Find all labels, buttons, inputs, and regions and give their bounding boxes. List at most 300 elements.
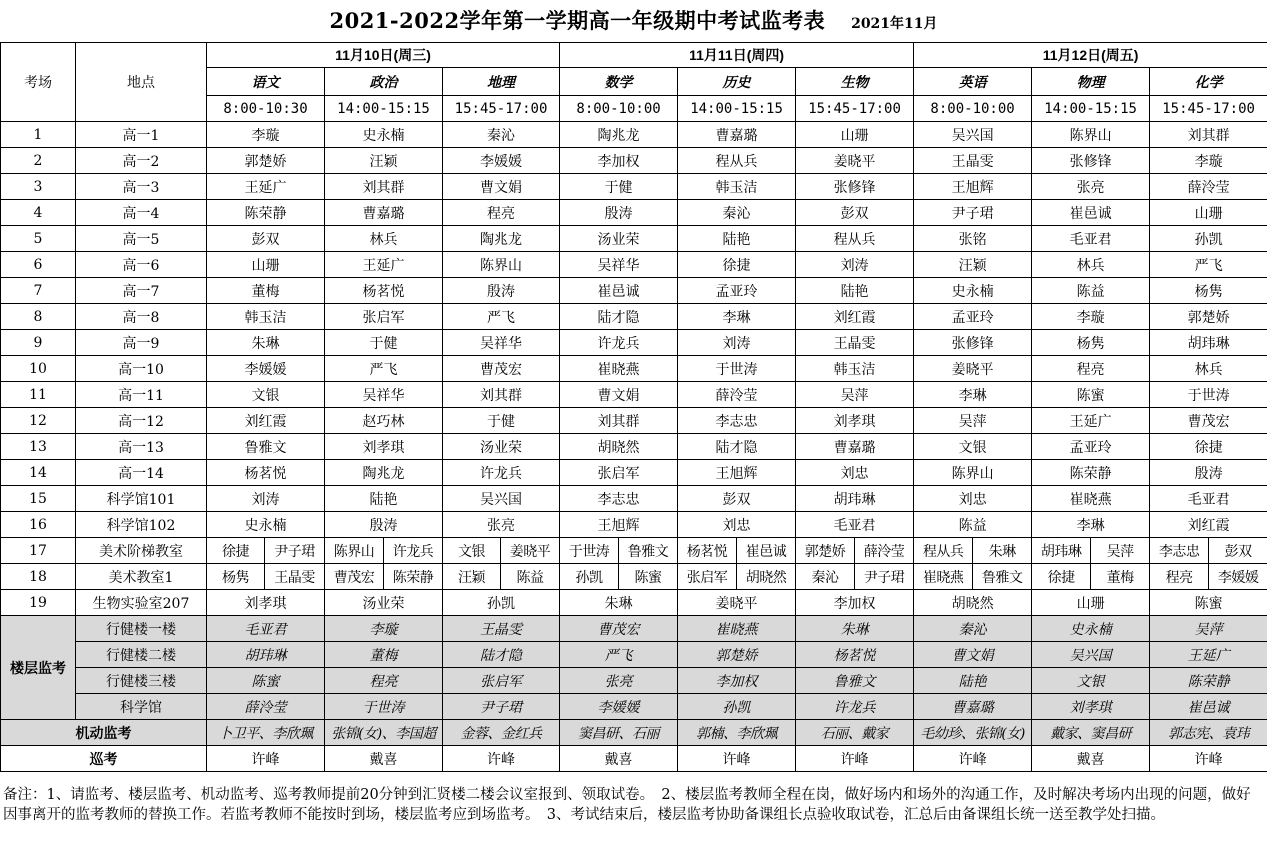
proctor-name: 胡玮琳 [1150, 330, 1267, 356]
room-number: 14 [1, 460, 76, 486]
proctor-name: 崔邑诚 [737, 538, 796, 564]
proctor-name: 毛亚君 [796, 512, 914, 538]
proctor-name: 朱琳 [560, 590, 678, 616]
subject-header: 政治 [325, 68, 443, 96]
patrol-name: 许峰 [1150, 746, 1267, 772]
room-number: 15 [1, 486, 76, 512]
proctor-name: 刘涛 [796, 252, 914, 278]
proctor-name: 陈荣静 [207, 200, 325, 226]
subject-header: 语文 [207, 68, 325, 96]
proctor-name: 程亮 [1150, 564, 1209, 590]
proctor-name: 殷涛 [1150, 460, 1267, 486]
exam-location: 高一12 [76, 408, 207, 434]
proctor-name: 刘红霞 [796, 304, 914, 330]
proctor-name: 陆艳 [796, 278, 914, 304]
floor-monitor-name: 许龙兵 [796, 694, 914, 720]
proctor-name: 曹茂宏 [443, 356, 560, 382]
proctor-name: 张修锋 [1032, 148, 1150, 174]
room-number: 17 [1, 538, 76, 564]
proctor-name: 毛亚君 [1150, 486, 1267, 512]
exam-location: 科学馆102 [76, 512, 207, 538]
proctor-name: 孟亚玲 [678, 278, 796, 304]
proctor-name: 尹子珺 [855, 564, 914, 590]
proctor-name: 胡晓然 [914, 590, 1032, 616]
floor-monitor-name: 张亮 [560, 668, 678, 694]
floor-row [1, 694, 1267, 720]
floor-monitor-name: 李加权 [678, 668, 796, 694]
proctor-name: 陈界山 [443, 252, 560, 278]
floor-location: 行健楼三楼 [76, 668, 207, 694]
table-row [1, 434, 1267, 460]
mobile-monitor-names: 戴家、窦昌研 [1032, 720, 1150, 746]
proctor-name: 刘其群 [1150, 122, 1267, 148]
mobile-monitor-names: 张锦(女)、李国超 [325, 720, 443, 746]
proctor-name: 陆艳 [325, 486, 443, 512]
proctor-name: 于健 [443, 408, 560, 434]
proctor-name: 张铭 [914, 226, 1032, 252]
proctor-name: 杨隽 [1032, 330, 1150, 356]
room-number: 8 [1, 304, 76, 330]
proctor-name: 董梅 [207, 278, 325, 304]
mobile-monitor-label: 机动监考 [1, 720, 207, 746]
time-header: 8:00-10:00 [560, 96, 678, 122]
proctor-name: 刘涛 [678, 330, 796, 356]
proctor-name: 刘孝琪 [796, 408, 914, 434]
table-row [1, 304, 1267, 330]
proctor-name: 许龙兵 [443, 460, 560, 486]
subject-header: 生物 [796, 68, 914, 96]
proctor-name: 徐捷 [207, 538, 265, 564]
proctor-name: 秦沁 [678, 200, 796, 226]
floor-monitor-name: 孙凯 [678, 694, 796, 720]
proctor-name: 尹子珺 [265, 538, 325, 564]
proctor-name: 王旭辉 [678, 460, 796, 486]
proctor-name: 程从兵 [914, 538, 973, 564]
proctor-name: 张修锋 [914, 330, 1032, 356]
proctor-name: 陈界山 [1032, 122, 1150, 148]
proctor-name: 吴祥华 [443, 330, 560, 356]
proctor-name: 王晶雯 [265, 564, 325, 590]
proctor-name: 孙凯 [1150, 226, 1267, 252]
room-number: 7 [1, 278, 76, 304]
proctor-name: 山珊 [207, 252, 325, 278]
exam-location: 高一2 [76, 148, 207, 174]
proctor-name: 刘红霞 [1150, 512, 1267, 538]
proctor-name: 陶兆龙 [325, 460, 443, 486]
proctor-name: 李加权 [560, 148, 678, 174]
proctor-name: 彭双 [1209, 538, 1267, 564]
subject-header: 数学 [560, 68, 678, 96]
proctor-name: 文银 [914, 434, 1032, 460]
proctor-name: 李媛媛 [1209, 564, 1267, 590]
proctor-name: 刘孝琪 [325, 434, 443, 460]
floor-monitor-name: 吴萍 [1150, 616, 1267, 642]
exam-location: 生物实验室207 [76, 590, 207, 616]
proctor-name: 程亮 [1032, 356, 1150, 382]
floor-row [1, 642, 1267, 668]
floor-monitor-name: 朱琳 [796, 616, 914, 642]
header-date-row [1, 43, 1267, 68]
exam-location: 美术阶梯教室 [76, 538, 207, 564]
proctor-name: 徐捷 [678, 252, 796, 278]
proctor-name: 赵巧林 [325, 408, 443, 434]
proctor-name: 彭双 [678, 486, 796, 512]
proctor-name: 严飞 [443, 304, 560, 330]
proctor-name: 程从兵 [678, 148, 796, 174]
proctor-name: 史永楠 [914, 278, 1032, 304]
table-row [1, 408, 1267, 434]
table-row [1, 564, 1267, 590]
proctor-name: 李志忠 [678, 408, 796, 434]
proctor-name: 陈界山 [914, 460, 1032, 486]
proctor-name: 姜晓平 [501, 538, 560, 564]
proctor-name: 刘其群 [443, 382, 560, 408]
room-number: 11 [1, 382, 76, 408]
proctor-name: 李志忠 [560, 486, 678, 512]
time-header: 8:00-10:30 [207, 96, 325, 122]
proctor-name: 杨隽 [207, 564, 265, 590]
proctor-name: 胡玮琳 [1032, 538, 1091, 564]
proctor-name: 王延广 [207, 174, 325, 200]
proctor-name: 王晶雯 [796, 330, 914, 356]
room-number: 12 [1, 408, 76, 434]
floor-monitor-name: 秦沁 [914, 616, 1032, 642]
floor-monitor-name: 杨茗悦 [796, 642, 914, 668]
exam-location: 高一7 [76, 278, 207, 304]
proctor-name: 山珊 [1032, 590, 1150, 616]
table-row [1, 460, 1267, 486]
room-number: 19 [1, 590, 76, 616]
proctor-name: 孟亚玲 [914, 304, 1032, 330]
remarks-note: 备注：1、请监考、楼层监考、机动监考、巡考教师提前20分钟到汇贤楼二楼会议室报到、领取试卷。 2、楼层监考教师全程在岗，做好场内和场外的沟通工作，及时解决考场内出现的问题，做好因事离开的监考教师的替换工作。若监考教师不能按时到场，楼层监考应到场监考。 3、考试结束后，楼层监考协助备课组长点验收取试卷，汇总后由备课组长统一送至教学处扫描。 [3, 787, 1251, 823]
proctor-name: 陈益 [501, 564, 560, 590]
proctor-name: 孙凯 [560, 564, 619, 590]
proctor-name: 朱琳 [973, 538, 1032, 564]
floor-monitor-name: 崔晓燕 [678, 616, 796, 642]
table-row [1, 122, 1267, 148]
proctor-name: 吴祥华 [325, 382, 443, 408]
floor-monitor-name: 曹文娟 [914, 642, 1032, 668]
table-row [1, 486, 1267, 512]
proctor-name: 刘忠 [678, 512, 796, 538]
floor-monitor-name: 董梅 [325, 642, 443, 668]
proctor-name: 张启军 [678, 564, 737, 590]
proctor-name: 曹文娟 [560, 382, 678, 408]
proctor-name: 姜晓平 [914, 356, 1032, 382]
patrol-name: 戴喜 [325, 746, 443, 772]
floor-monitor-name: 陈荣静 [1150, 668, 1267, 694]
proctor-name: 曹文娟 [443, 174, 560, 200]
proctor-name: 程亮 [443, 200, 560, 226]
proctor-name: 文银 [207, 382, 325, 408]
floor-monitor-name: 于世涛 [325, 694, 443, 720]
proctor-name: 尹子珺 [914, 200, 1032, 226]
proctor-name: 胡晓然 [560, 434, 678, 460]
exam-location: 高一10 [76, 356, 207, 382]
proctor-name: 胡玮琳 [796, 486, 914, 512]
proctor-name: 林兵 [325, 226, 443, 252]
proctor-name: 薛泠莹 [855, 538, 914, 564]
floor-location: 行健楼二楼 [76, 642, 207, 668]
table-row [1, 174, 1267, 200]
time-header: 15:45-17:00 [1150, 96, 1267, 122]
floor-monitor-name: 李璇 [325, 616, 443, 642]
proctor-name: 陶兆龙 [560, 122, 678, 148]
time-header: 8:00-10:00 [914, 96, 1032, 122]
floor-monitor-name: 刘孝琪 [1032, 694, 1150, 720]
room-header: 考场 [1, 43, 76, 122]
day-header: 11月11日(周四) [560, 43, 914, 68]
room-number: 3 [1, 174, 76, 200]
exam-schedule-table [0, 42, 1267, 772]
proctor-name: 陆艳 [678, 226, 796, 252]
floor-monitor-label: 楼层监考 [1, 616, 76, 720]
proctor-name: 王晶雯 [914, 148, 1032, 174]
proctor-name: 陈蜜 [1032, 382, 1150, 408]
proctor-name: 吴萍 [914, 408, 1032, 434]
floor-monitor-name: 严飞 [560, 642, 678, 668]
mobile-monitor-names: 石丽、戴家 [796, 720, 914, 746]
floor-monitor-name: 李媛媛 [560, 694, 678, 720]
patrol-name: 许峰 [914, 746, 1032, 772]
subject-header: 地理 [443, 68, 560, 96]
proctor-name: 崔晓燕 [914, 564, 973, 590]
floor-monitor-name: 薛泠莹 [207, 694, 325, 720]
floor-monitor-name: 鲁雅文 [796, 668, 914, 694]
proctor-name: 陈蜜 [619, 564, 678, 590]
proctor-name: 张启军 [560, 460, 678, 486]
proctor-name: 杨茗悦 [207, 460, 325, 486]
proctor-name: 陈蜜 [1150, 590, 1267, 616]
page-title [0, 0, 1267, 42]
proctor-name: 殷涛 [443, 278, 560, 304]
room-number: 6 [1, 252, 76, 278]
proctor-name: 郭楚娇 [796, 538, 855, 564]
proctor-name: 姜晓平 [678, 590, 796, 616]
proctor-name: 李璇 [1032, 304, 1150, 330]
table-row [1, 226, 1267, 252]
time-header: 14:00-15:15 [325, 96, 443, 122]
proctor-name: 许龙兵 [384, 538, 443, 564]
proctor-name: 韩玉洁 [678, 174, 796, 200]
proctor-name: 薛泠莹 [678, 382, 796, 408]
proctor-name: 鲁雅文 [973, 564, 1032, 590]
floor-monitor-name: 郭楚娇 [678, 642, 796, 668]
proctor-name: 陈益 [1032, 278, 1150, 304]
floor-monitor-name: 陆艳 [914, 668, 1032, 694]
room-number: 13 [1, 434, 76, 460]
proctor-name: 崔晓燕 [1032, 486, 1150, 512]
patrol-name: 许峰 [678, 746, 796, 772]
patrol-row [1, 746, 1267, 772]
floor-monitor-name: 崔邑诚 [1150, 694, 1267, 720]
proctor-name: 于世涛 [678, 356, 796, 382]
proctor-name: 鲁雅文 [619, 538, 678, 564]
proctor-name: 汤业荣 [443, 434, 560, 460]
table-row [1, 382, 1267, 408]
proctor-name: 于健 [325, 330, 443, 356]
mobile-monitor-names: 窦昌研、石丽 [560, 720, 678, 746]
title-text: 2021-2022学年第一学期高一年级期中考试监考表 [329, 8, 826, 33]
proctor-name: 李璇 [1150, 148, 1267, 174]
mobile-monitor-names: 郭楠、李欣珮 [678, 720, 796, 746]
proctor-name: 李琳 [678, 304, 796, 330]
mobile-monitor-names: 郭志宪、袁玮 [1150, 720, 1267, 746]
title-month: 2021年11月 [851, 16, 938, 32]
time-header: 14:00-15:15 [678, 96, 796, 122]
exam-location: 高一14 [76, 460, 207, 486]
proctor-name: 薛泠莹 [1150, 174, 1267, 200]
proctor-name: 李媛媛 [207, 356, 325, 382]
proctor-name: 陈益 [914, 512, 1032, 538]
proctor-name: 曹嘉璐 [796, 434, 914, 460]
proctor-name: 韩玉洁 [796, 356, 914, 382]
proctor-name: 刘其群 [560, 408, 678, 434]
proctor-name: 林兵 [1032, 252, 1150, 278]
proctor-name: 曹嘉璐 [678, 122, 796, 148]
proctor-name: 殷涛 [560, 200, 678, 226]
proctor-name: 汪颖 [325, 148, 443, 174]
proctor-name: 于世涛 [560, 538, 619, 564]
proctor-name: 李琳 [914, 382, 1032, 408]
proctor-name: 严飞 [325, 356, 443, 382]
proctor-name: 汪颖 [443, 564, 501, 590]
floor-monitor-name: 胡玮琳 [207, 642, 325, 668]
patrol-name: 许峰 [796, 746, 914, 772]
proctor-name: 张启军 [325, 304, 443, 330]
mobile-monitor-names: 卜卫平、李欣珮 [207, 720, 325, 746]
exam-location: 高一11 [76, 382, 207, 408]
room-number: 4 [1, 200, 76, 226]
exam-location: 高一1 [76, 122, 207, 148]
room-number: 2 [1, 148, 76, 174]
proctor-name: 吴祥华 [560, 252, 678, 278]
proctor-name: 胡晓然 [737, 564, 796, 590]
time-header: 14:00-15:15 [1032, 96, 1150, 122]
proctor-name: 彭双 [796, 200, 914, 226]
proctor-name: 鲁雅文 [207, 434, 325, 460]
floor-monitor-name: 王晶雯 [443, 616, 560, 642]
proctor-name: 王延广 [325, 252, 443, 278]
table-row [1, 252, 1267, 278]
room-number: 18 [1, 564, 76, 590]
proctor-name: 杨茗悦 [678, 538, 737, 564]
floor-monitor-name: 陆才隐 [443, 642, 560, 668]
proctor-name: 吴萍 [1091, 538, 1150, 564]
floor-monitor-name: 吴兴国 [1032, 642, 1150, 668]
proctor-name: 崔晓燕 [560, 356, 678, 382]
subject-header: 英语 [914, 68, 1032, 96]
floor-monitor-name: 毛亚君 [207, 616, 325, 642]
day-header: 11月12日(周五) [914, 43, 1267, 68]
floor-monitor-name: 尹子珺 [443, 694, 560, 720]
exam-location: 高一4 [76, 200, 207, 226]
floor-row [1, 616, 1267, 642]
proctor-name: 史永楠 [325, 122, 443, 148]
table-row [1, 590, 1267, 616]
place-header: 地点 [76, 43, 207, 122]
floor-monitor-name: 曹茂宏 [560, 616, 678, 642]
proctor-name: 刘孝琪 [207, 590, 325, 616]
proctor-name: 徐捷 [1150, 434, 1267, 460]
proctor-name: 王旭辉 [914, 174, 1032, 200]
proctor-name: 刘红霞 [207, 408, 325, 434]
proctor-name: 于世涛 [1150, 382, 1267, 408]
proctor-name: 陶兆龙 [443, 226, 560, 252]
proctor-name: 陆才隐 [560, 304, 678, 330]
patrol-label: 巡考 [1, 746, 207, 772]
proctor-name: 殷涛 [325, 512, 443, 538]
proctor-name: 吴兴国 [443, 486, 560, 512]
table-row [1, 356, 1267, 382]
exam-location: 美术教室1 [76, 564, 207, 590]
exam-location: 科学馆101 [76, 486, 207, 512]
proctor-name: 张修锋 [796, 174, 914, 200]
exam-location: 高一9 [76, 330, 207, 356]
subject-header: 化学 [1150, 68, 1267, 96]
proctor-name: 崔邑诚 [560, 278, 678, 304]
patrol-name: 许峰 [207, 746, 325, 772]
proctor-name: 文银 [443, 538, 501, 564]
floor-row [1, 668, 1267, 694]
proctor-name: 秦沁 [443, 122, 560, 148]
table-row [1, 512, 1267, 538]
table-row [1, 148, 1267, 174]
proctor-name: 王旭辉 [560, 512, 678, 538]
subject-header: 物理 [1032, 68, 1150, 96]
proctor-name: 张亮 [1032, 174, 1150, 200]
proctor-name: 朱琳 [207, 330, 325, 356]
proctor-name: 孟亚玲 [1032, 434, 1150, 460]
time-header: 15:45-17:00 [796, 96, 914, 122]
patrol-name: 戴喜 [1032, 746, 1150, 772]
proctor-name: 张亮 [443, 512, 560, 538]
proctor-name: 杨茗悦 [325, 278, 443, 304]
table-row [1, 200, 1267, 226]
patrol-name: 戴喜 [560, 746, 678, 772]
exam-location: 高一5 [76, 226, 207, 252]
proctor-name: 于健 [560, 174, 678, 200]
mobile-row [1, 720, 1267, 746]
proctor-name: 曹嘉璐 [325, 200, 443, 226]
patrol-name: 许峰 [443, 746, 560, 772]
floor-monitor-name: 文银 [1032, 668, 1150, 694]
proctor-name: 姜晓平 [796, 148, 914, 174]
subject-header: 历史 [678, 68, 796, 96]
proctor-name: 李璇 [207, 122, 325, 148]
proctor-name: 汪颖 [914, 252, 1032, 278]
floor-monitor-name: 程亮 [325, 668, 443, 694]
table-row [1, 538, 1267, 564]
floor-monitor-name: 陈蜜 [207, 668, 325, 694]
proctor-name: 李媛媛 [443, 148, 560, 174]
proctor-name: 陈荣静 [384, 564, 443, 590]
room-number: 10 [1, 356, 76, 382]
exam-location: 高一6 [76, 252, 207, 278]
proctor-name: 陆才隐 [678, 434, 796, 460]
table-row [1, 330, 1267, 356]
proctor-name: 郭楚娇 [1150, 304, 1267, 330]
proctor-name: 吴萍 [796, 382, 914, 408]
mobile-monitor-names: 毛幼珍、张锦(女) [914, 720, 1032, 746]
exam-location: 高一3 [76, 174, 207, 200]
proctor-name: 徐捷 [1032, 564, 1091, 590]
proctor-name: 郭楚娇 [207, 148, 325, 174]
mobile-monitor-names: 金蓉、金红兵 [443, 720, 560, 746]
room-number: 16 [1, 512, 76, 538]
proctor-name: 李志忠 [1150, 538, 1209, 564]
floor-location: 科学馆 [76, 694, 207, 720]
